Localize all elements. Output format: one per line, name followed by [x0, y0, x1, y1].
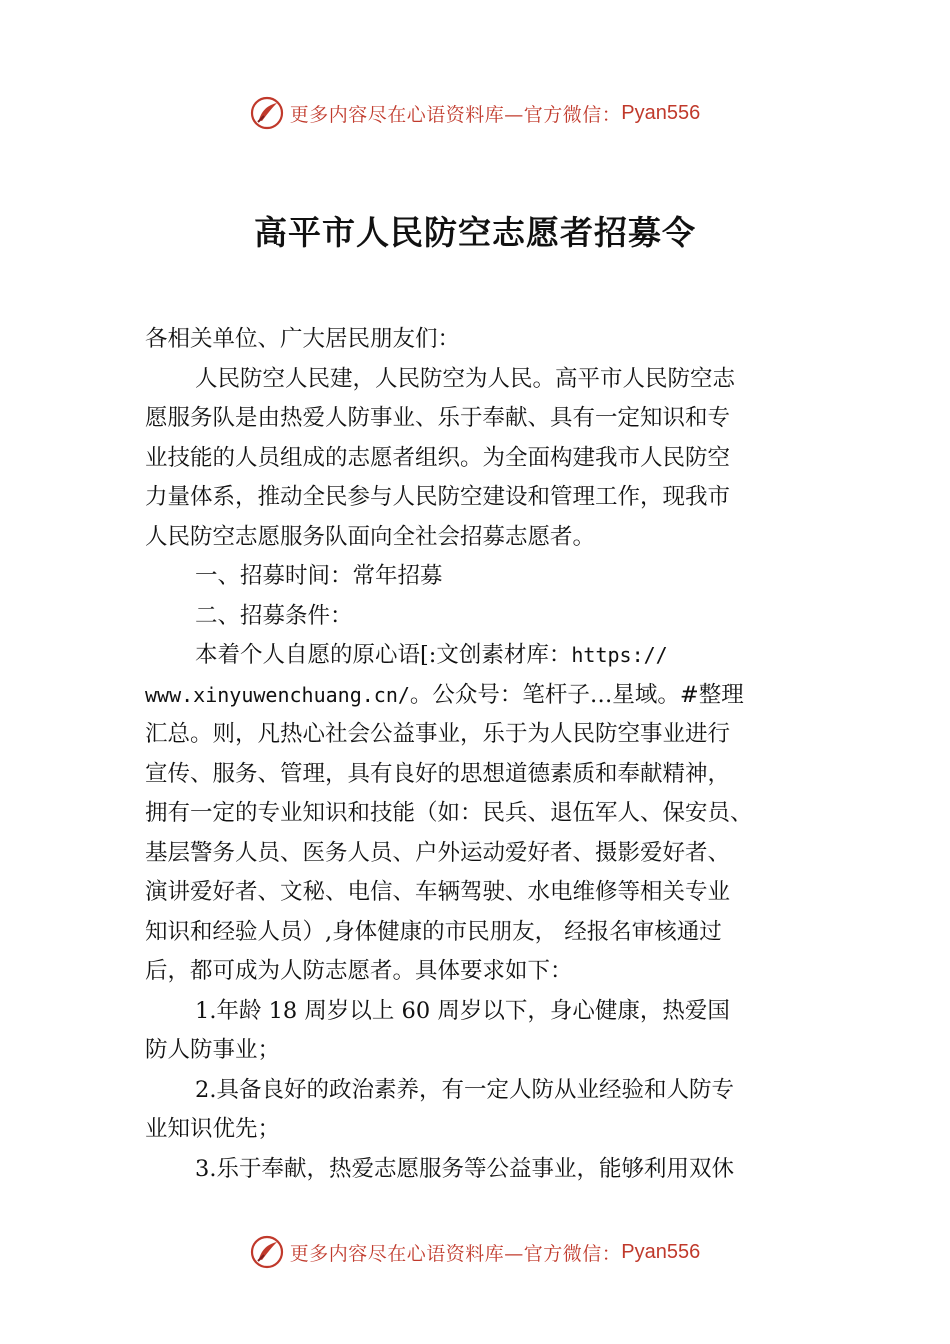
header-banner-code: Pyan556 — [621, 101, 701, 124]
body-text: 本着个人自愿的原心语[:文创素材库： — [195, 642, 572, 668]
quill-logo-icon — [250, 1235, 284, 1269]
body-line — [145, 676, 825, 716]
requirement-item: 1.年龄 18 周岁以上 60 周岁以下，身心健康，热爱国 — [195, 997, 730, 1024]
salutation: 各相关单位、广大居民朋友们： — [145, 326, 461, 352]
footer-banner-code: Pyan556 — [621, 1240, 701, 1263]
section-heading: 一、招募时间：常年招募 — [195, 563, 443, 589]
body-line: 力量体系，推动全民参与人民防空建设和管理工作，现我市 — [145, 484, 731, 510]
body-line: 人民防空人民建，人民防空为人民。高平市人民防空志 — [195, 365, 736, 392]
document-title: 高平市人民防空志愿者招募令 — [254, 213, 696, 252]
section-heading: 二、招募条件： — [195, 602, 353, 629]
body-line — [145, 636, 825, 676]
requirement-item: 3.乐于奉献，热爱志愿服务等公益事业，能够利用双休 — [195, 1155, 734, 1182]
body-text: 。公众号：笔杆子…星域。#整理 — [409, 681, 744, 708]
body-line: 基层警务人员、医务人员、户外运动爱好者、摄影爱好者、 — [145, 839, 731, 866]
quill-logo-icon — [250, 96, 284, 130]
body-line: 拥有一定的专业知识和技能（如：民兵、退伍军人、保安员、 — [145, 800, 753, 826]
url-text: https:// — [571, 643, 668, 667]
header-banner-text: 更多内容尽在心语资料库—官方微信： — [289, 103, 622, 126]
document-body — [145, 320, 825, 1189]
body-line: 汇总。则，凡热心社会公益事业，乐于为人民防空事业进行 — [145, 721, 731, 747]
body-line: 业知识优先； — [145, 1116, 281, 1142]
body-line: 愿服务队是由热爱人防事业、乐于奉献、具有一定知识和专 — [145, 405, 731, 431]
body-line: 防人防事业； — [145, 1037, 281, 1063]
body-line: 人民防空志愿服务队面向全社会招募志愿者。 — [145, 523, 596, 550]
body-line: 宣传、服务、管理，具有良好的思想道德素质和奉献精神， — [145, 760, 731, 787]
header-banner — [0, 93, 950, 133]
body-line: 业技能的人员组成的志愿者组织。为全面构建我市人民防空 — [145, 444, 731, 471]
requirement-item: 2.具备良好的政治素养，有一定人防从业经验和人防专 — [195, 1076, 734, 1103]
footer-banner — [0, 1232, 950, 1272]
body-line: 演讲爱好者、文秘、电信、车辆驾驶、水电维修等相关专业 — [145, 879, 731, 905]
body-line: 后，都可成为人防志愿者。具体要求如下： — [145, 958, 573, 984]
url-text: www.xinyuwenchuang.cn/ — [145, 682, 410, 707]
footer-banner-text: 更多内容尽在心语资料库—官方微信： — [289, 1242, 622, 1265]
body-line: 知识和经验人员）,身体健康的市民朋友， 经报名审核通过 — [145, 918, 722, 945]
